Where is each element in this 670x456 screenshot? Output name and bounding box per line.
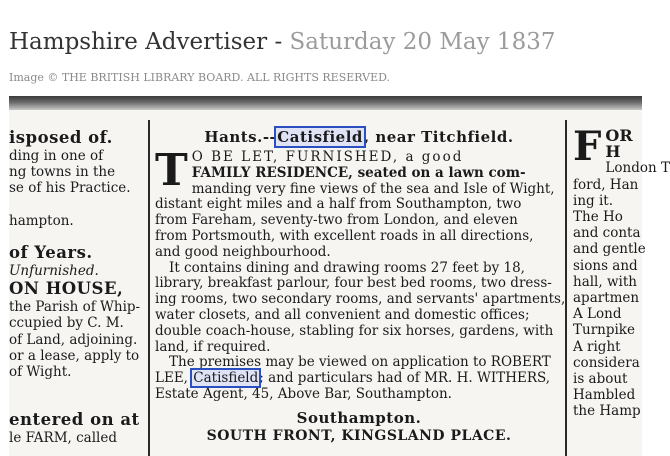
advert-line: It contains dining and drawing rooms 27 feet by 18, (169, 259, 525, 276)
column-text-line: ON HOUSE, (9, 279, 124, 299)
column-text-line: hall, with (573, 273, 637, 290)
column-text-line: London T (605, 160, 670, 177)
column-divider (148, 120, 150, 456)
search-highlight[interactable]: Catisfield (277, 128, 363, 146)
advert-line: and good neighbourhood. (155, 243, 331, 260)
issue-date: Saturday 20 May 1837 (289, 29, 556, 55)
column-text-line: of Wight. (9, 364, 72, 381)
column-text-line: sions and (573, 257, 638, 274)
search-highlight[interactable]: Catisfield (193, 370, 259, 387)
column-text-line: hampton. (9, 212, 74, 229)
column-text-line: the Parish of Whip- (9, 299, 141, 316)
column-text-line: ford, Han (573, 176, 639, 193)
advert-line: double coach-house, stabling for six horses, gardens, with (155, 322, 554, 339)
column-divider (565, 120, 567, 456)
article-heading: Hants.--Catisfield, near Titchfield. (204, 128, 514, 146)
column-text-line: ding in one of (9, 148, 104, 164)
drop-cap: T (155, 145, 188, 196)
copyright-credit: Image © THE BRITISH LIBRARY BOARD. ALL RIGHTS RESERVED. (9, 71, 391, 84)
column-text-line: A right (573, 338, 621, 355)
advert-line: The premises may be viewed on application to ROBERT (169, 354, 551, 371)
column-text-line: Hambled (573, 387, 636, 404)
left-column (9, 128, 145, 447)
advert-line: from Fareham, seventy-two from London, and eleven (155, 212, 518, 229)
advert-body (155, 145, 566, 403)
advert-line: land, if required. (155, 338, 271, 355)
column-text-line: ccupied by C. M. (9, 315, 124, 332)
column-text-line: the Hamp (573, 403, 641, 420)
advert-line: FAMILY RESIDENCE, seated on a lawn com- (191, 164, 526, 181)
middle-column (155, 128, 566, 445)
advert-line: library, breakfast parlour, four best bed rooms, two dress- (155, 275, 552, 292)
advert-line: manding very fine views of the sea and Isle of Wight, (191, 180, 555, 197)
right-column (573, 123, 670, 420)
section-heading: Southampton. (296, 408, 422, 427)
drop-cap: F (573, 123, 602, 170)
advert-line: Estate Agent, 45, Above Bar, Southampton. (155, 385, 452, 402)
section-subheading: SOUTH FRONT, KINGSLAND PLACE. (206, 427, 512, 444)
advert-line: water closets, and all convenient and domestic offices; (155, 306, 530, 323)
column-text-line: is about (573, 371, 628, 388)
column-text-line: se of his Practice. (9, 180, 131, 197)
column-text-line: ng towns in the (9, 164, 116, 181)
advert-line: LEE, Catisfield; and particulars had of MR. H. WITHERS, (155, 370, 551, 387)
advert-line: from Portsmouth, with excellent roads in all directions, (155, 227, 534, 244)
column-text-line: The Ho (573, 209, 623, 226)
page-title (9, 29, 555, 55)
column-text-line: OR (605, 126, 633, 145)
column-text-line: A Lond (573, 306, 622, 323)
column-text-line: ing it. (573, 192, 613, 209)
column-text-line: of Land, adjoining. (9, 331, 138, 348)
column-text-line: apartmen (573, 290, 640, 307)
column-text-line: and conta (573, 225, 641, 242)
column-text-line: H (605, 142, 621, 162)
column-text-line: or a lease, apply to (9, 347, 140, 364)
column-text-line (9, 197, 145, 213)
advert-line: distant eight miles and a half from Southampton, two (155, 196, 522, 213)
column-text-line: and gentle (573, 241, 646, 258)
newspaper-name: Hampshire Advertiser - (9, 29, 290, 55)
advert-lead: O BE LET, FURNISHED, a good (191, 149, 464, 165)
column-text-line: Turnpike (573, 322, 635, 339)
column-text-line (9, 380, 145, 396)
column-text-line: considera (573, 354, 640, 371)
newspaper-scan-image[interactable] (9, 96, 670, 456)
column-text-line: le FARM, called (9, 430, 117, 447)
column-text-line: isposed of. (9, 128, 113, 147)
advert-line: ing rooms, two secondary rooms, and servants' apartments, (155, 291, 566, 308)
column-text-line: Unfurnished. (9, 263, 99, 280)
column-text-line: of Years. (9, 243, 93, 263)
column-text-line: entered on at (9, 410, 140, 430)
scan-top-edge (9, 96, 642, 110)
